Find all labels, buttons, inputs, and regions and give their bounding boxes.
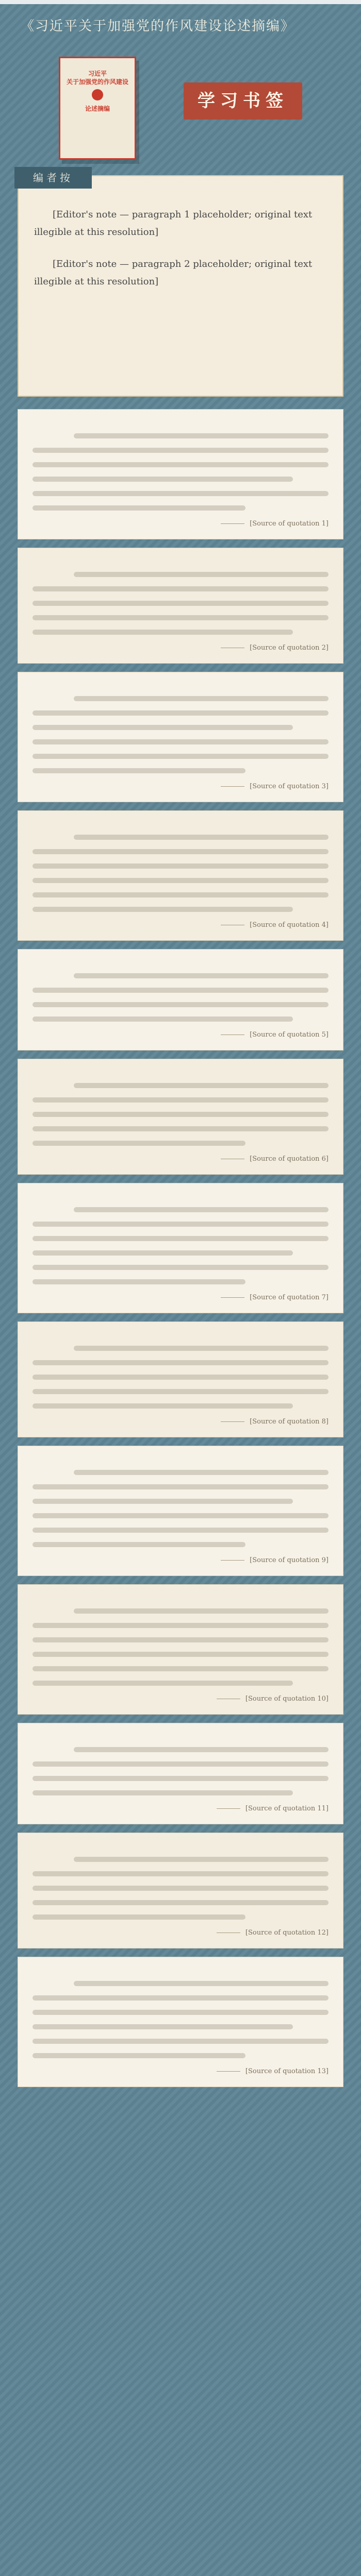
quote-card-list	[18, 409, 343, 2087]
quote-text-line	[74, 572, 329, 577]
quote-text-line	[32, 2010, 329, 2015]
quote-text-line	[74, 1346, 329, 1351]
quote-card	[18, 1321, 343, 1437]
quote-card	[18, 1059, 343, 1175]
emblem-icon	[92, 89, 103, 100]
editor-note-paragraph: [Editor's note — paragraph 2 placeholder; original text illegible at this resolution]	[34, 259, 313, 287]
quote-text-line	[74, 1981, 329, 1986]
quote-text-line	[32, 1499, 293, 1504]
quote-text-line	[74, 835, 329, 840]
quote-text-line	[32, 1666, 329, 1671]
quote-card	[18, 409, 343, 539]
quote-source: [Source of quotation 4]	[32, 921, 329, 929]
header-banner: 《习近平关于加强党的作风建设论述摘编》	[21, 19, 296, 34]
quote-source: [Source of quotation 10]	[32, 1695, 329, 1703]
quote-text-line	[74, 973, 329, 978]
quote-source: [Source of quotation 8]	[32, 1418, 329, 1426]
editor-note	[18, 172, 343, 397]
quote-text-line	[32, 1886, 329, 1891]
quote-text-line	[32, 1484, 329, 1489]
quote-text-line	[32, 878, 329, 883]
quote-source: [Source of quotation 3]	[32, 783, 329, 790]
quote-text-line	[32, 1375, 329, 1380]
quote-text-line	[74, 696, 329, 701]
quote-text-line	[32, 1265, 329, 1270]
quote-card	[18, 1584, 343, 1715]
quote-card	[18, 949, 343, 1050]
quote-text-line	[32, 1360, 329, 1365]
editor-note-tag: 编者按	[14, 167, 92, 189]
quote-card	[18, 810, 343, 941]
quote-text-line	[32, 1776, 329, 1781]
book-cover	[59, 57, 136, 160]
quote-text-line	[32, 1681, 293, 1686]
quote-text-line	[32, 1389, 329, 1394]
quote-source: [Source of quotation 2]	[32, 644, 329, 652]
quote-text-line	[32, 630, 293, 635]
quote-text-line	[32, 1250, 293, 1256]
quote-text-line	[32, 2053, 245, 2058]
quote-card	[18, 672, 343, 802]
quote-source: [Source of quotation 1]	[32, 520, 329, 528]
quote-text-line	[32, 863, 329, 869]
quote-card	[18, 1183, 343, 1313]
quote-text-line	[32, 754, 329, 759]
quote-card	[18, 1833, 343, 1948]
quote-text-line	[32, 505, 245, 511]
quote-text-line	[32, 1016, 293, 1022]
quote-text-line	[32, 1900, 329, 1905]
quote-text-line	[32, 725, 293, 730]
quote-text-line	[32, 1279, 245, 1284]
quote-source: [Source of quotation 12]	[32, 1929, 329, 1937]
quote-text-line	[32, 1914, 245, 1920]
quote-text-line	[32, 1403, 293, 1409]
quote-text-line	[32, 615, 329, 620]
quote-text-line	[32, 1542, 245, 1547]
quote-text-line	[74, 1470, 329, 1475]
quote-text-line	[32, 988, 329, 993]
quote-text-line	[32, 892, 329, 897]
quote-text-line	[32, 1652, 329, 1657]
quote-source: [Source of quotation 5]	[32, 1031, 329, 1039]
quote-text-line	[32, 1637, 329, 1642]
quote-text-line	[32, 2039, 329, 2044]
quote-text-line	[32, 1623, 329, 1628]
header	[18, 0, 343, 170]
section-label: 学习书签	[184, 82, 302, 120]
book-title-line: 论述摘编	[85, 105, 110, 112]
quote-card	[18, 1957, 343, 2087]
quote-text-line	[32, 739, 329, 744]
book-title-line: 关于加强党的作风建设	[67, 78, 129, 86]
quote-text-line	[74, 1207, 329, 1212]
book-title-line: 习近平	[88, 70, 107, 77]
quote-source: [Source of quotation 11]	[32, 1805, 329, 1812]
quote-text-line	[32, 491, 329, 496]
quote-text-line	[32, 477, 293, 482]
quote-text-line	[32, 448, 329, 453]
quote-text-line	[32, 1995, 329, 2001]
quote-text-line	[32, 1761, 329, 1767]
quote-text-line	[74, 1083, 329, 1088]
quote-text-line	[32, 1002, 329, 1007]
quote-card	[18, 1723, 343, 1824]
quote-text-line	[32, 1790, 293, 1795]
quote-text-line	[74, 1857, 329, 1862]
editor-note-paragraph: [Editor's note — paragraph 1 placeholder; original text illegible at this resolution]	[34, 209, 313, 238]
quote-text-line	[32, 1871, 329, 1876]
quote-text-line	[32, 601, 329, 606]
quote-text-line	[32, 1513, 329, 1518]
quote-text-line	[32, 1112, 329, 1117]
quote-text-line	[32, 1236, 329, 1241]
quote-card	[18, 548, 343, 664]
quote-source: [Source of quotation 6]	[32, 1155, 329, 1163]
quote-text-line	[32, 768, 245, 773]
quote-text-line	[74, 433, 329, 438]
quote-text-line	[32, 2024, 293, 2029]
quote-card	[18, 1446, 343, 1576]
quote-text-line	[32, 1097, 329, 1103]
quote-text-line	[32, 907, 293, 912]
quote-text-line	[32, 1141, 245, 1146]
quote-text-line	[32, 849, 329, 854]
quote-source: [Source of quotation 9]	[32, 1556, 329, 1564]
quote-source: [Source of quotation 13]	[32, 2067, 329, 2075]
quote-text-line	[74, 1747, 329, 1752]
quote-text-line	[32, 462, 329, 467]
quote-text-line	[32, 586, 329, 591]
quote-text-line	[32, 1126, 329, 1131]
quote-text-line	[32, 710, 329, 716]
quote-text-line	[74, 1608, 329, 1614]
quote-text-line	[32, 1528, 329, 1533]
quote-text-line	[32, 1222, 329, 1227]
quote-source: [Source of quotation 7]	[32, 1294, 329, 1301]
